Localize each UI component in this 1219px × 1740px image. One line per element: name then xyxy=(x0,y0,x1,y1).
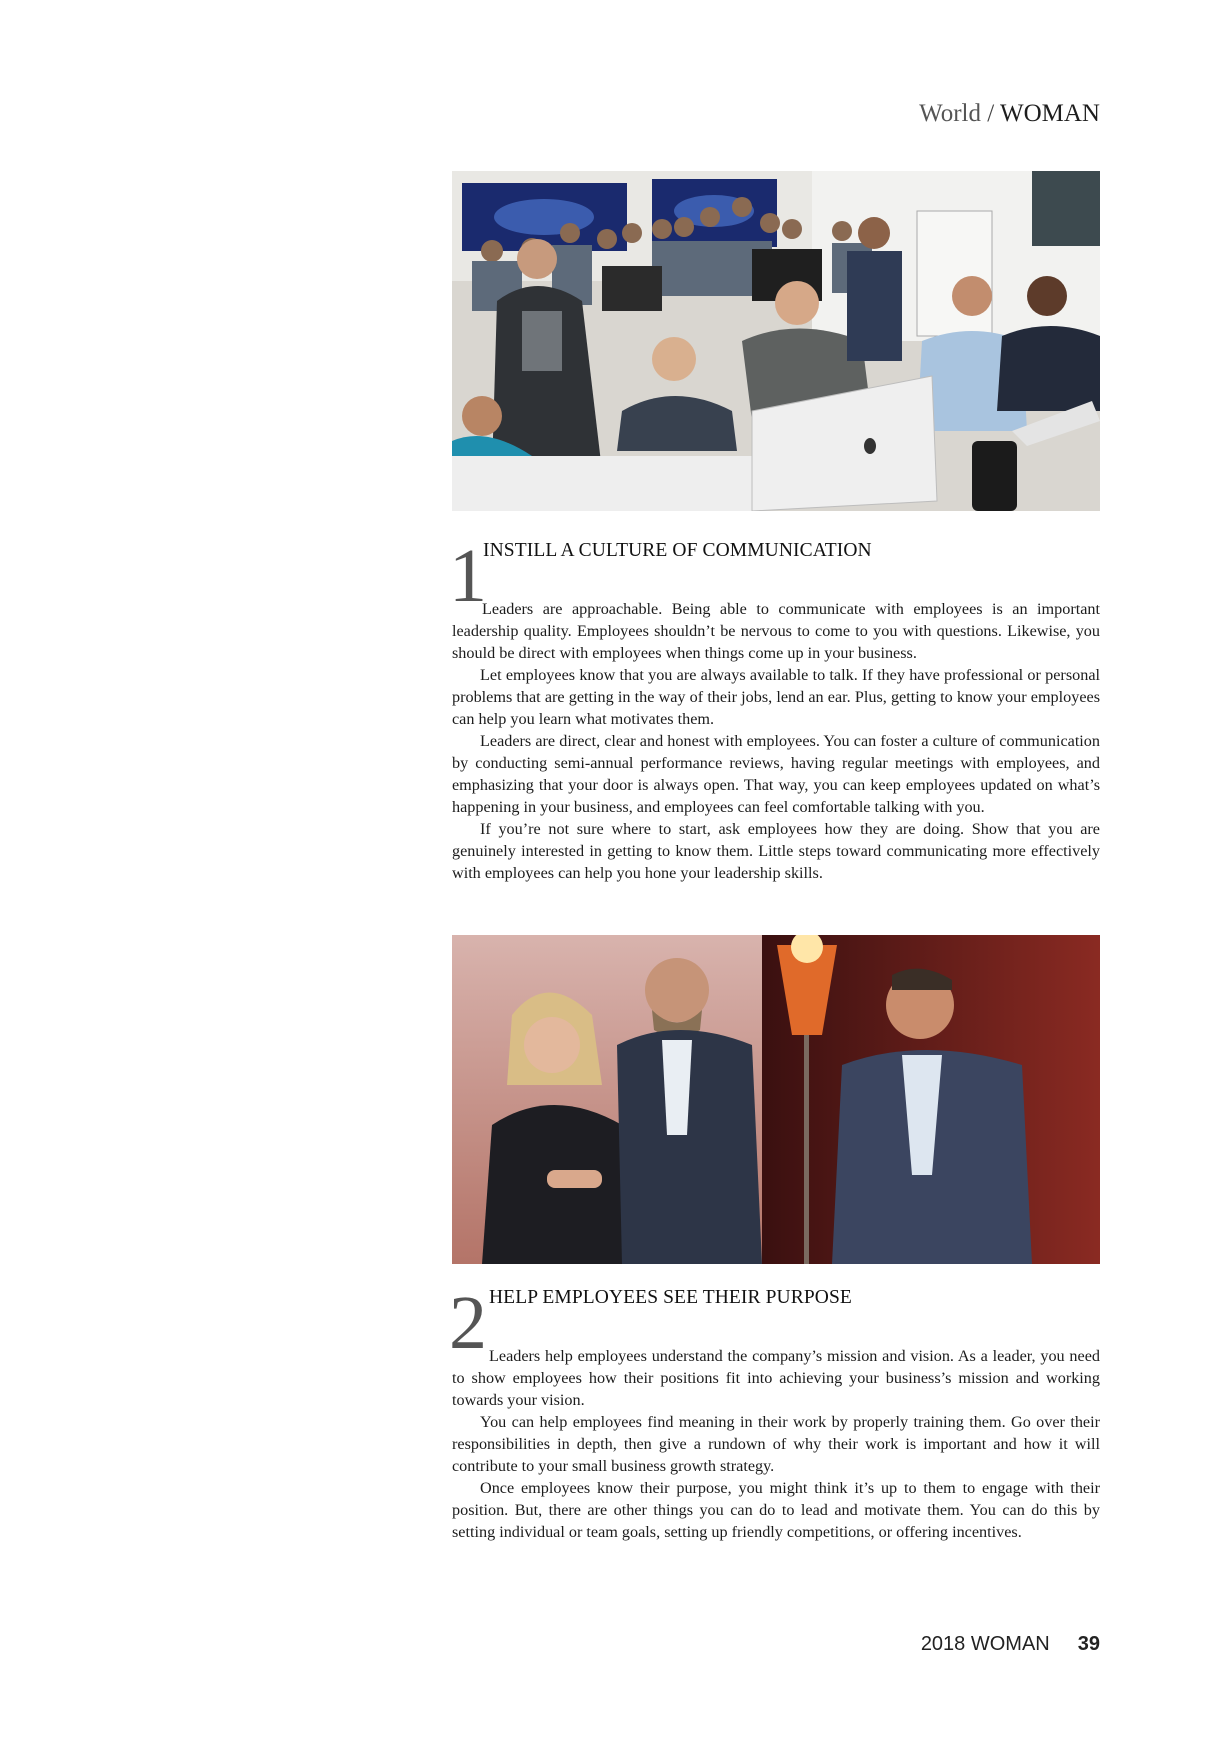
paragraph: You can help employees find meaning in their work by properly training them. Go over their responsibilities in depth, then give a rundown of why their work is important and how it will contribute to your small business growth strategy. xyxy=(452,1413,1100,1475)
page-number: 39 xyxy=(1077,1633,1100,1655)
office-team-photo xyxy=(452,171,1100,511)
section-heading: HELP EMPLOYEES SEE THEIR PURPOSE xyxy=(489,1287,852,1308)
executives-photo xyxy=(452,935,1100,1264)
paragraph: Once employees know their purpose, you might think it’s up to them to engage with their position. But, there are other things you can do to lead and motivate them. You can do this by setting individual or team goals, setting up friendly competitions, or offering incentives. xyxy=(452,1479,1100,1541)
section-heading: INSTILL A CULTURE OF COMMUNICATION xyxy=(483,540,872,561)
paragraph: Leaders are direct, clear and honest with employees. You can foster a culture of communication by conducting semi-annual performance reviews, having regular meetings with employees, and emphasizing that your door is always open. That way, you can keep employees updated on what’s happening in your business, and employees can feel comfortable talking with you. xyxy=(452,732,1100,816)
section-2 xyxy=(449,1281,1100,1543)
paragraph: If you’re not sure where to start, ask employees how they are doing. Show that you are genuinely interested in getting to know them. Little steps toward communicating more effectively with employees can help you hone your leadership skills. xyxy=(452,820,1100,882)
section-header xyxy=(919,100,1100,128)
page-footer xyxy=(921,1633,1100,1656)
executives-illustration xyxy=(452,935,1100,1264)
paragraph: Let employees know that you are always available to talk. If they have professional or personal problems that are getting in the way of their jobs, lend an ear. Plus, getting to know your employees can help you learn what motivates them. xyxy=(452,666,1100,728)
office-team-illustration xyxy=(452,171,1100,511)
header-separator: / xyxy=(987,100,995,127)
section-number: 2 xyxy=(449,1281,487,1365)
header-section: World xyxy=(919,100,981,127)
paragraph: Leaders are approachable. Being able to communicate with employees is an important leadership quality. Employees shouldn’t be nervous to come to you with questions. Likewise, you should be direct with employees when things come up in your business. xyxy=(452,600,1100,662)
section-body xyxy=(452,1345,1100,1543)
paragraph: Leaders help employees understand the company’s mission and vision. As a leader, you need to show employees how their positions fit into achieving your business’s mission and working towards your vision. xyxy=(452,1347,1100,1409)
section-1 xyxy=(449,534,1100,884)
section-body xyxy=(452,598,1100,884)
footer-issue: 2018 WOMAN xyxy=(920,1633,1050,1655)
header-magazine: WOMAN xyxy=(1000,100,1100,127)
section-number: 1 xyxy=(449,534,487,618)
